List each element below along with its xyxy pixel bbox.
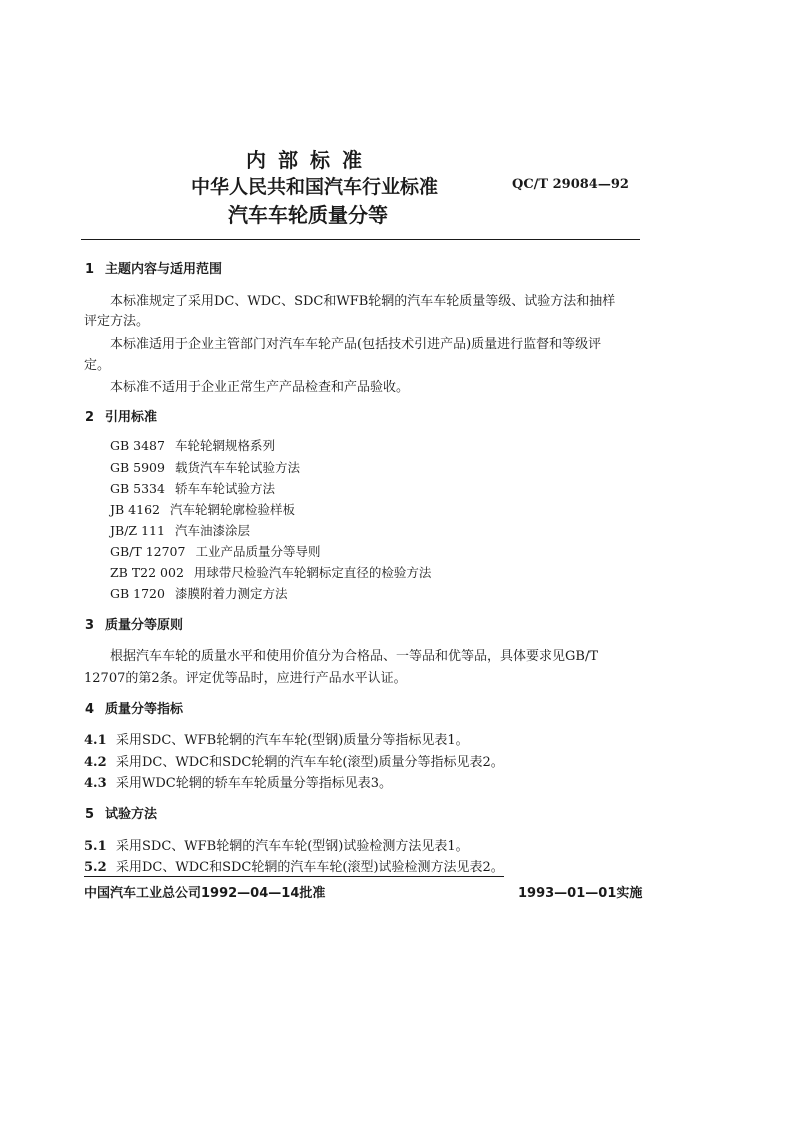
reference-code: GB/T 12707 bbox=[110, 544, 186, 559]
clause-text: 采用DC、WDC和SDC轮辋的汽车车轮(滚型)质量分等指标见表2。 bbox=[116, 755, 504, 770]
clause-text: 采用SDC、WFB轮辋的汽车车轮(型钢)质量分等指标见表1。 bbox=[116, 733, 469, 748]
clause-number: 4.3 bbox=[84, 776, 107, 791]
reference-code: JB/Z 111 bbox=[110, 523, 165, 538]
document-title: 汽车车轮质量分等 bbox=[228, 203, 388, 227]
section-5-heading bbox=[85, 803, 157, 822]
reference-item bbox=[110, 542, 320, 560]
clause-text: 采用SDC、WFB轮辋的汽车车轮(型钢)试验检测方法见表1。 bbox=[116, 839, 469, 854]
paragraph: 本标准适用于企业主管部门对汽车车轮产品(包括技术引进产品)质量进行监督和等级评 bbox=[110, 337, 602, 352]
reference-code: JB 4162 bbox=[110, 502, 160, 517]
section-number: 5 bbox=[85, 807, 95, 822]
reference-item bbox=[110, 458, 300, 476]
section-number: 3 bbox=[85, 618, 95, 633]
clause-item bbox=[84, 835, 469, 854]
section-1-heading bbox=[85, 258, 222, 277]
reference-name: 用球带尺检验汽车轮辋标定直径的检验方法 bbox=[193, 565, 432, 580]
reference-code: GB 1720 bbox=[110, 586, 165, 601]
reference-name: 车轮轮辋规格系列 bbox=[174, 438, 275, 453]
reference-item bbox=[110, 521, 250, 539]
paragraph: 定。 bbox=[84, 358, 111, 373]
reference-code: GB 5334 bbox=[110, 481, 165, 496]
section-number: 2 bbox=[85, 410, 95, 425]
reference-item bbox=[110, 584, 287, 602]
section-2-heading bbox=[85, 406, 157, 425]
approval-line: 中国汽车工业总公司1992—04—14批准 bbox=[84, 886, 326, 901]
paragraph: 评定方法。 bbox=[84, 314, 150, 329]
section-3-heading bbox=[85, 614, 183, 633]
internal-standard-label: 内部标准 bbox=[246, 148, 374, 172]
header-rule bbox=[81, 239, 640, 240]
reference-code: ZB T22 002 bbox=[110, 565, 184, 580]
section-4-heading bbox=[85, 698, 183, 717]
reference-item bbox=[110, 479, 275, 497]
paragraph: 本标准不适用于企业正常生产产品检查和产品验收。 bbox=[110, 380, 410, 395]
reference-name: 轿车车轮试验方法 bbox=[174, 481, 275, 496]
section-title: 引用标准 bbox=[105, 410, 158, 425]
reference-item bbox=[110, 500, 295, 518]
reference-code: GB 5909 bbox=[110, 460, 165, 475]
effective-date: 1993—01—01实施 bbox=[518, 886, 643, 901]
reference-name: 漆膜附着力测定方法 bbox=[174, 586, 288, 601]
reference-name: 汽车油漆涂层 bbox=[174, 523, 250, 538]
standard-code: QC/T 29084—92 bbox=[512, 177, 629, 192]
clause-number: 4.1 bbox=[84, 733, 107, 748]
clause-text: 采用WDC轮辋的轿车车轮质量分等指标见表3。 bbox=[116, 776, 393, 791]
reference-item bbox=[110, 436, 275, 454]
section-number: 4 bbox=[85, 702, 95, 717]
section-title: 质量分等指标 bbox=[105, 702, 184, 717]
reference-name: 工业产品质量分等导则 bbox=[195, 544, 321, 559]
clause-item bbox=[84, 751, 504, 770]
clause-text: 采用DC、WDC和SDC轮辋的汽车车轮(滚型)试验检测方法见表2。 bbox=[116, 860, 504, 875]
clause-number: 4.2 bbox=[84, 755, 107, 770]
clause-number: 5.1 bbox=[84, 839, 107, 854]
paragraph: 12707的第2条。评定优等品时，应进行产品水平认证。 bbox=[84, 671, 407, 686]
section-title: 试验方法 bbox=[105, 807, 158, 822]
section-number: 1 bbox=[85, 262, 95, 277]
clause-item bbox=[84, 856, 504, 877]
organization-title: 中华人民共和国汽车行业标准 bbox=[191, 176, 439, 198]
clause-number: 5.2 bbox=[84, 860, 107, 875]
section-title: 主题内容与适用范围 bbox=[105, 262, 223, 277]
reference-code: GB 3487 bbox=[110, 438, 165, 453]
reference-name: 汽车轮辋轮廓检验样板 bbox=[169, 502, 295, 517]
paragraph: 根据汽车车轮的质量水平和使用价值分为合格品、一等品和优等品，具体要求见GB/T bbox=[110, 649, 598, 664]
paragraph: 本标准规定了采用DC、WDC、SDC和WFB轮辋的汽车车轮质量等级、试验方法和抽样 bbox=[110, 294, 616, 309]
clause-item bbox=[84, 772, 392, 791]
section-title: 质量分等原则 bbox=[105, 618, 184, 633]
clause-item bbox=[84, 729, 469, 748]
reference-name: 载货汽车车轮试验方法 bbox=[174, 460, 300, 475]
reference-item bbox=[110, 563, 431, 581]
